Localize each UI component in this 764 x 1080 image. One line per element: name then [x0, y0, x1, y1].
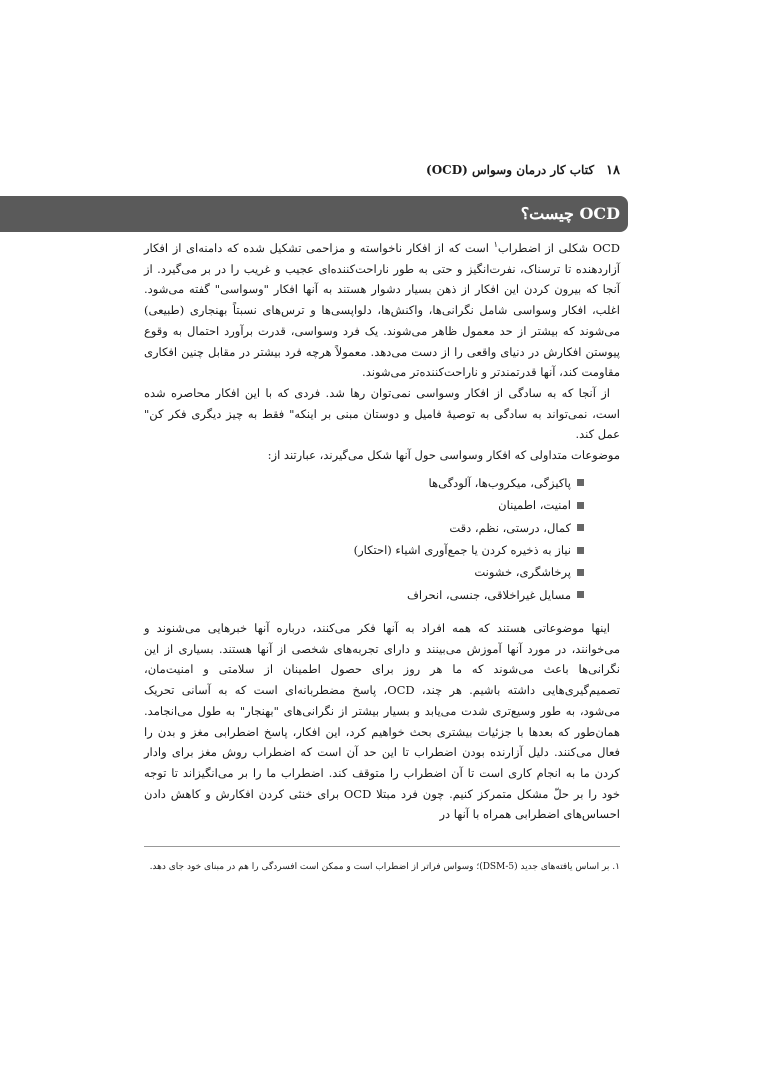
paragraph-topics-intro: موضوعات متداولی که افکار وسواسی حول آنها شکل می‌گیرند، عبارتند از: — [267, 448, 620, 463]
page-number: ۱۸ — [606, 162, 620, 178]
square-bullet-icon — [577, 569, 584, 576]
paragraph-third: اینها موضوعاتی هستند که همه افراد به آنها فکر می‌کنند، درباره آنها خبرهایی می‌شنوند و می‌خوانند، در مورد آنها آموزش می‌بینند و دارای تجربه‌های شخصی از آنها هستند. بسیاری از این نگرانی‌ها باعث می‌شوند که ما هر روز برای حصول اطمینان از سلامتی و امنیت‌مان، تصمیم‌گیری‌هایی داشته باشیم. هر چند، OCD، پاسخ مضطربانه‌ای است که به آسانی تحریک می‌شود، به طور وسیع‌تری شدت می‌یابد و بسیار بیشتر از نگرانی‌های "بهنجار" به طول می‌انجامد. همان‌طور که بعدها با جزئیات بیشتری بحث خواهیم کرد، این افکار، پاسخ اضطرابی مغز و بدن را فعال می‌کنند. دلیل آزارنده بودن اضطراب تا این حد آن است که اضطراب روش مغز برای وادار کردن ما به انجام کاری است تا آن اضطراب را متوقف کند. اضطراب ما را بر می‌انگیزاند تا توجه خود را بر حلّ مشکل متمرکز کنیم. چون فرد مبتلا OCD برای خنثی کردن افکارش و کاهش دادن احساس‌های اضطرابی همراه با آنها در — [144, 621, 620, 822]
running-header — [144, 160, 620, 180]
square-bullet-icon — [577, 547, 584, 554]
paragraph-second: از آنجا که به سادگی از افکار وسواسی نمی‌توان رها شد. فردی که با این افکار محاصره شده است، نمی‌تواند به سادگی به توصیهٔ فامیل و دوستان مبنی بر اینکه" فقط به چیز دیگری فکر کن" عمل کند. — [144, 385, 620, 442]
footnote: ۱. بر اساس یافته‌های جدید (DSM-5)؛ وسواس فراتر از اضطراب است و ممکن است افسردگی را هم در مبنای خود جای دهد. — [149, 862, 620, 872]
paragraph-intro-lead: OCD شکلی از اضطراب — [497, 241, 621, 255]
list-item: نیاز به ذخیره کردن یا جمع‌آوری اشیاء (احتکار) — [144, 539, 584, 561]
list-item: پرخاشگری، خشونت — [144, 561, 584, 583]
square-bullet-icon — [577, 479, 584, 486]
section-title-band — [0, 196, 628, 232]
book-title: کتاب کار درمان وسواس (OCD) — [426, 163, 595, 177]
paragraph-intro-rest: است که از افکار ناخواسته و مزاحمی تشکیل شده که دامنه‌ای از افکار آزاردهنده تا ترسناک، نفرت‌انگیز و حتی به طور ناراحت‌کننده‌ای عجیب و غریب را در بر می‌گیرد. از آنجا که بیرون کردن این افکار از ذهن بسیار دشوار هستند به آنها افکار "وسواسی" گفته می‌شود. اغلب، افکار وسواسی شامل نگرانی‌ها، واکنش‌ها، دلواپسی‌ها و ترس‌های نسبتاً بهنجاری (طبیعی) می‌شوند که بیشتر از حد معمول ظاهر می‌شوند. یک فرد وسواسی، قدرت برآورد احتمال به وقوع پیوستن افکارش در دنیای واقعی را از دست می‌دهد. معمولاً هرچه فرد بیشتر در مقابل چنین افکاری مقاومت کند، آنها قدرتمندتر و ناراحت‌کننده‌تر می‌شوند. — [144, 241, 620, 380]
square-bullet-icon — [577, 502, 584, 509]
footnote-ref: ۱ — [493, 240, 498, 250]
square-bullet-icon — [577, 591, 584, 598]
topics-list — [144, 472, 620, 606]
footnote-divider — [144, 846, 620, 847]
list-item: پاکیزگی، میکروب‌ها، آلودگی‌ها — [144, 472, 584, 494]
square-bullet-icon — [577, 524, 584, 531]
section-title: OCD چیست؟ — [520, 204, 620, 223]
body-text — [144, 238, 620, 825]
paragraph-intro — [144, 238, 620, 383]
list-item: مسایل غیراخلاقی، جنسی، انحراف — [144, 584, 584, 606]
list-item: کمال، درستی، نظم، دقت — [144, 517, 584, 539]
list-item: امنیت، اطمینان — [144, 494, 584, 516]
